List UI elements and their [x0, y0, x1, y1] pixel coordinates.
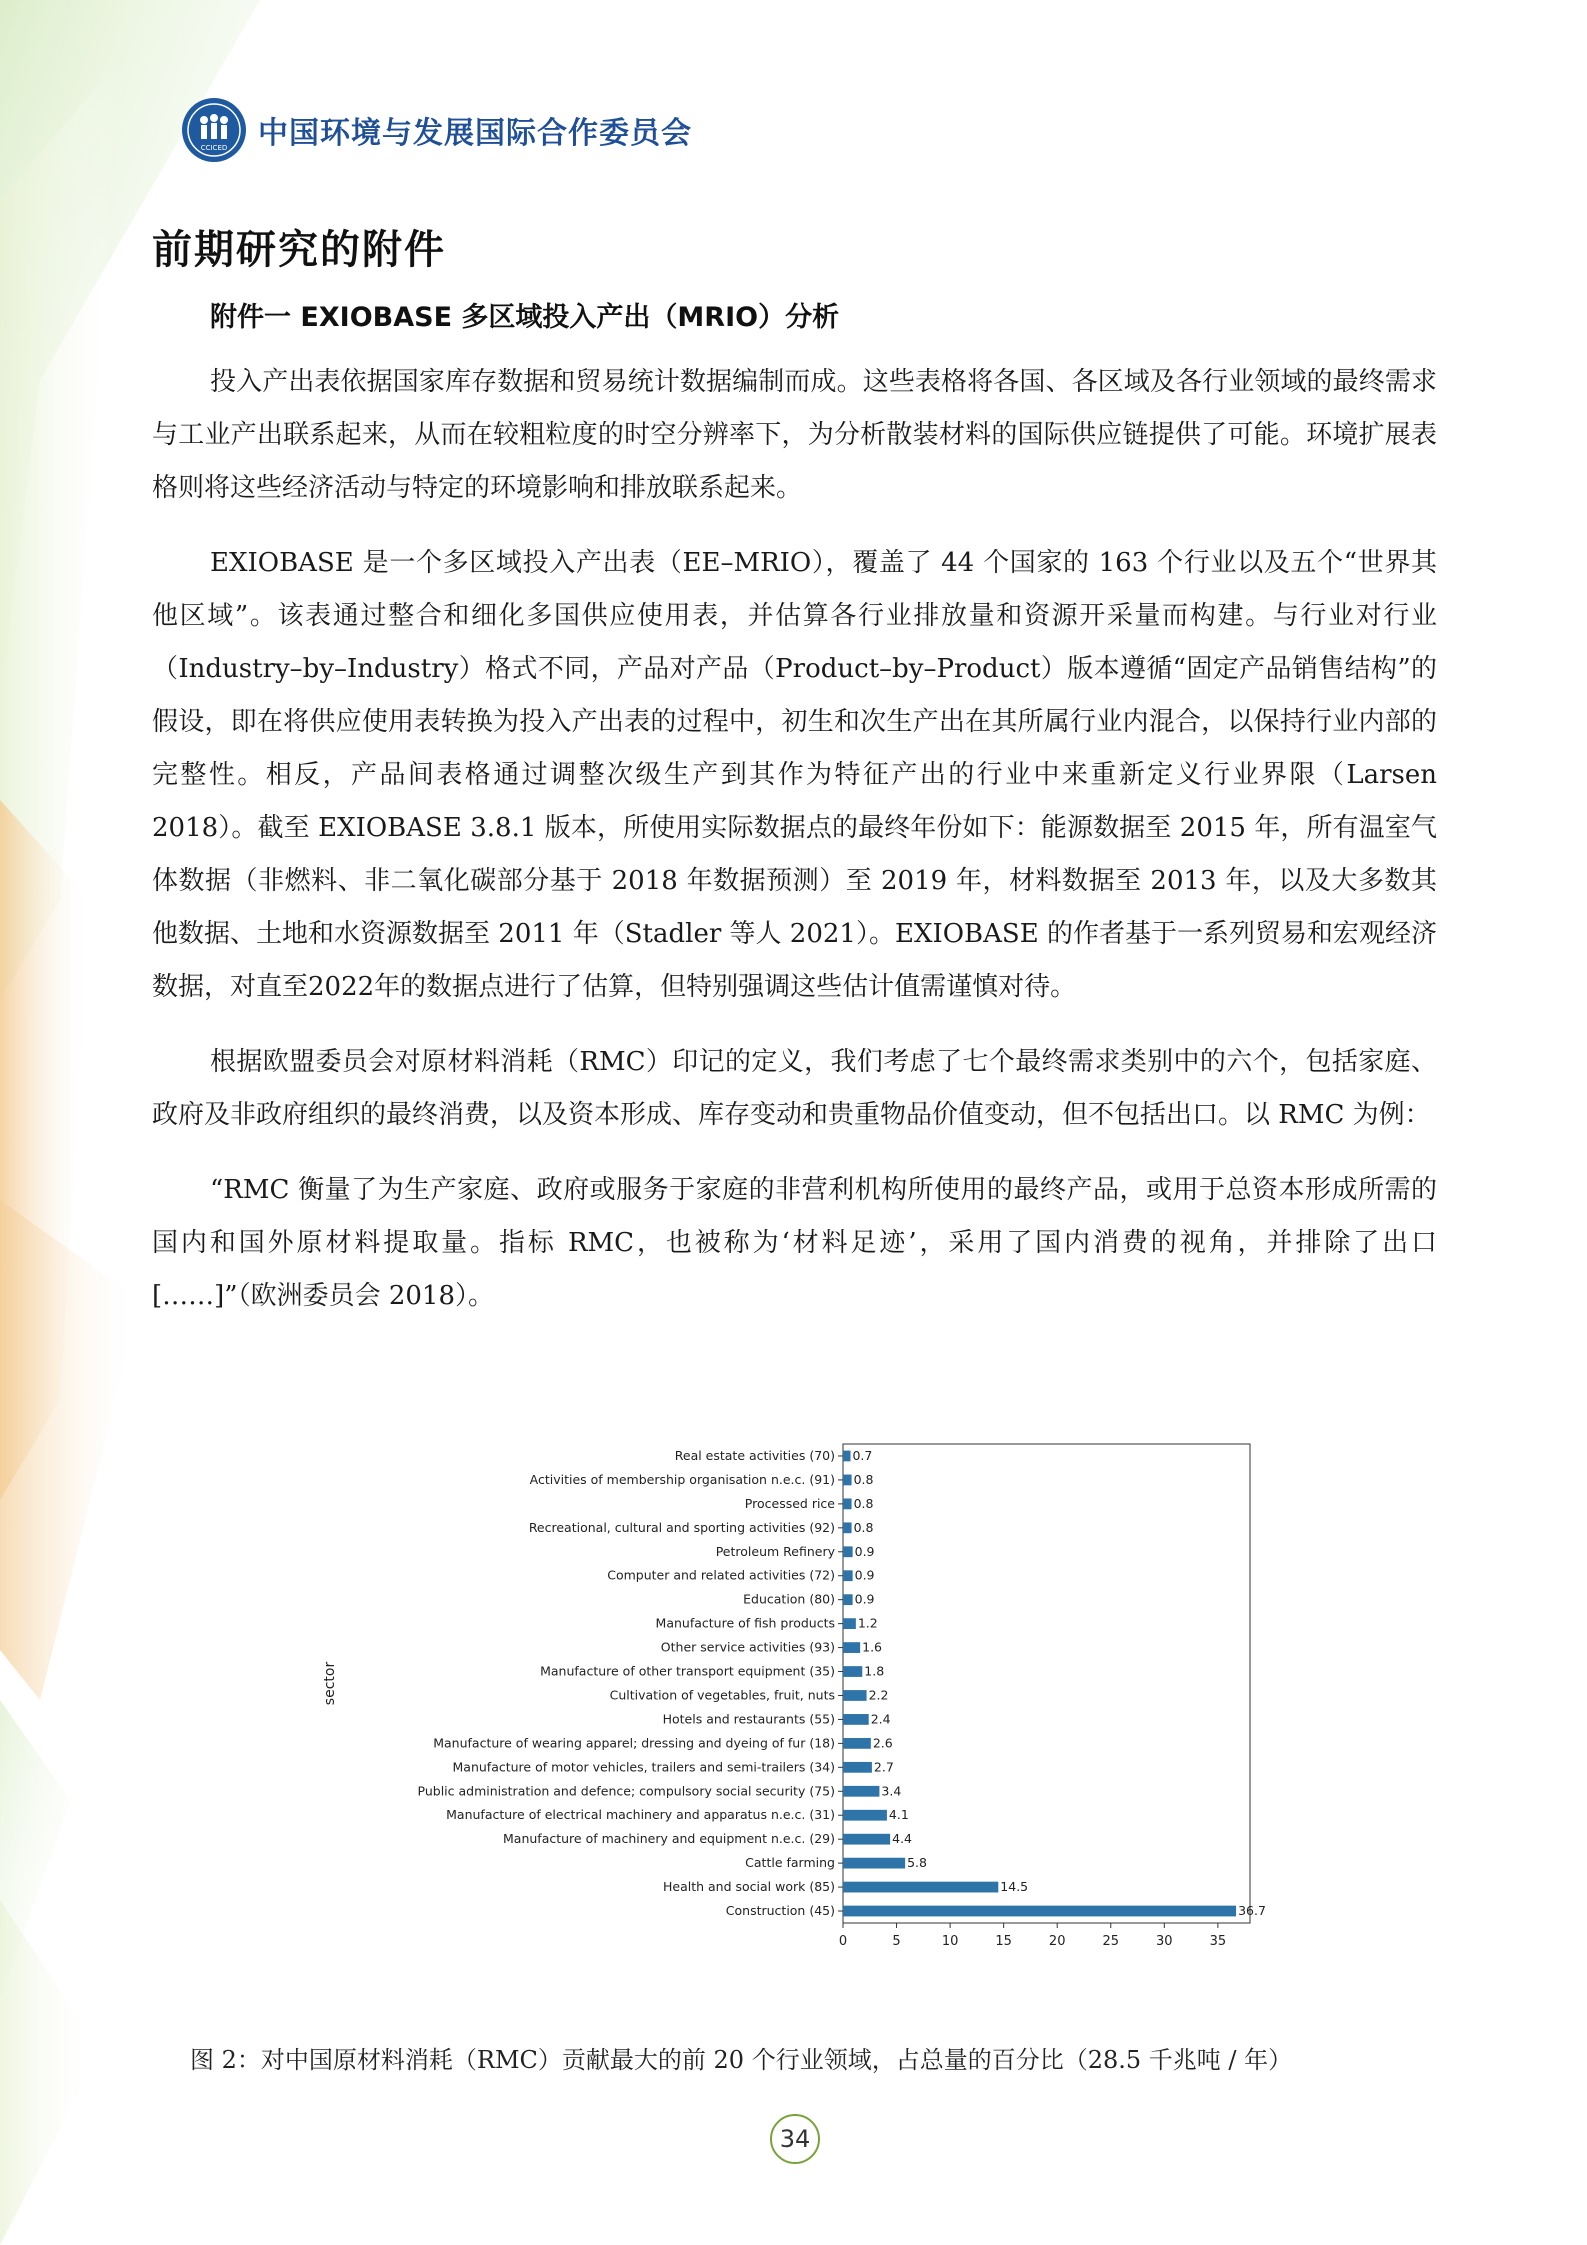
bar	[843, 1762, 872, 1773]
x-tick-label: 0	[838, 1934, 848, 1948]
data-label: 2.4	[870, 1711, 891, 1727]
organization-name: 中国环境与发展国际合作委员会	[258, 116, 692, 151]
y-tick-label: Petroleum Refinery	[715, 1543, 835, 1559]
bar	[843, 1546, 853, 1557]
paragraph-1: 投入产出表依据国家库存数据和贸易统计数据编制而成。这些表格将各国、各区域及各行业领域的最终需求与工业产出联系起来，从而在较粗粒度的时空分辨率下，为分析散装材料的国际供应链提供了可能。环境扩展表格则将这些经济活动与特定的环境影响和排放联系起来。	[152, 367, 1437, 503]
y-tick-label: Other service activities (93)	[660, 1639, 835, 1655]
bar	[843, 1834, 890, 1845]
bar	[843, 1451, 850, 1462]
bar	[843, 1882, 998, 1893]
x-tick-label: 20	[1048, 1934, 1066, 1948]
bar	[843, 1690, 867, 1701]
y-tick-label: Activities of membership organisation n.e.c. (91)	[529, 1471, 835, 1487]
y-tick-label: Processed rice	[744, 1495, 835, 1511]
data-label: 5.8	[907, 1855, 928, 1871]
main-content	[152, 218, 1437, 1323]
bar	[843, 1714, 869, 1725]
subsection-title: 附件一 EXIOBASE 多区域投入产出（MRIO）分析	[210, 302, 840, 333]
plot-frame	[843, 1444, 1250, 1923]
bar	[843, 1786, 879, 1797]
bar	[843, 1642, 860, 1653]
bar	[843, 1498, 852, 1509]
data-label: 0.7	[852, 1447, 873, 1463]
data-label: 1.8	[864, 1663, 885, 1679]
data-label: 4.1	[888, 1807, 909, 1823]
section-title: 前期研究的附件	[152, 226, 446, 273]
svg-text:CCICED: CCICED	[200, 144, 228, 152]
paragraph-3: 根据欧盟委员会对原材料消耗（RMC）印记的定义，我们考虑了七个最终需求类别中的六个，包括家庭、政府及非政府组织的最终消费，以及资本形成、库存变动和贵重物品价值变动，但不包括出口。以 RMC 为例：	[152, 1047, 1437, 1130]
data-label: 0.9	[854, 1543, 875, 1559]
data-label: 14.5	[1000, 1879, 1029, 1895]
data-label: 0.8	[853, 1471, 874, 1487]
y-tick-label: Real estate activities (70)	[674, 1447, 835, 1463]
x-tick-label: 30	[1156, 1934, 1173, 1948]
y-tick-label: Education (80)	[743, 1591, 835, 1607]
header	[182, 98, 692, 162]
data-label: 2.6	[872, 1735, 893, 1751]
data-label: 3.4	[881, 1783, 902, 1799]
x-tick-label: 25	[1102, 1934, 1120, 1948]
x-tick-label: 5	[892, 1934, 901, 1948]
y-tick-label: Recreational, cultural and sporting activities (92)	[528, 1519, 835, 1535]
paragraph-2: EXIOBASE 是一个多区域投入产出表（EE–MRIO），覆盖了 44 个国家的 163 个行业以及五个“世界其他区域”。该表通过整合和细化多国供应使用表，并估算各行业排放量和资源开采量而构建。与行业对行业（Industry–by–Industry）格式不同，产品对产品（Product–by–Product）版本遵循“固定产品销售结构”的假设，即在将供应使用表转换为投入产出表的过程中，初生和次生产出在其所属行业内混合，以保持行业内部的完整性。相反，产品间表格通过调整次级生产到其作为特征产出的行业中来重新定义行业界限（Larsen 2018）。截至 EXIOBASE 3.8.1 版本，所使用实际数据点的最终年份如下：能源数据至 2015 年，所有温室气体数据（非燃料、非二氧化碳部分基于 2018 年数据预测）至 2019 年，材料数据至 2013 年，以及大多数其他数据、土地和水资源数据至 2011 年（Stadler 等人 2021）。EXIOBASE 的作者基于一系列贸易和宏观经济数据，对直至2022年的数据点进行了估算，但特别强调这些估计值需谨慎对待。	[152, 548, 1437, 1002]
paragraph-4-quote: “RMC 衡量了为生产家庭、政府或服务于家庭的非营利机构所使用的最终产品，或用于总资本形成所需的国内和国外原材料提取量。指标 RMC，也被称为‘材料足迹’，采用了国内消费的视角，并排除了出口 [……]”（欧洲委员会 2018）。	[152, 1175, 1437, 1311]
data-label: 2.7	[873, 1759, 894, 1775]
y-tick-label: Construction (45)	[725, 1903, 835, 1919]
cciced-logo-icon	[182, 98, 246, 162]
data-label: 0.8	[853, 1519, 874, 1535]
data-label: 1.2	[857, 1615, 878, 1631]
data-label: 0.9	[854, 1567, 875, 1583]
y-tick-label: Public administration and defence; compulsory social security (75)	[417, 1783, 835, 1799]
bar	[843, 1594, 853, 1605]
x-tick-label: 35	[1209, 1934, 1227, 1948]
data-label: 4.4	[892, 1831, 913, 1847]
x-tick-label: 10	[941, 1934, 959, 1948]
data-label: 1.6	[862, 1639, 883, 1655]
data-label: 0.8	[853, 1495, 874, 1511]
bar	[843, 1522, 852, 1533]
y-tick-label: Cattle farming	[745, 1855, 835, 1871]
page-number: 34	[770, 2114, 820, 2164]
y-tick-label: Cultivation of vegetables, fruit, nuts	[609, 1687, 835, 1703]
bar	[843, 1666, 862, 1677]
y-tick-label: Manufacture of other transport equipment (35)	[540, 1663, 835, 1679]
y-tick-label: Health and social work (85)	[662, 1879, 835, 1895]
y-tick-label: Hotels and restaurants (55)	[662, 1711, 835, 1727]
figure-caption: 图 2：对中国原材料消耗（RMC）贡献最大的前 20 个行业领域，占总量的百分比（28.5 千兆吨 / 年）	[190, 2046, 1293, 2074]
bar	[843, 1618, 856, 1629]
y-tick-label: Computer and related activities (72)	[607, 1567, 835, 1583]
bar-chart	[320, 1438, 1270, 1948]
bar	[843, 1906, 1236, 1917]
y-tick-label: Manufacture of wearing apparel; dressing and dyeing of fur (18)	[433, 1735, 835, 1751]
bar	[843, 1475, 852, 1486]
y-tick-label: Manufacture of machinery and equipment n.e.c. (29)	[503, 1831, 835, 1847]
y-axis-label: sector	[322, 1661, 338, 1706]
y-tick-label: Manufacture of motor vehicles, trailers and semi-trailers (34)	[452, 1759, 835, 1775]
bar	[843, 1810, 887, 1821]
y-tick-label: Manufacture of electrical machinery and apparatus n.e.c. (31)	[446, 1807, 835, 1823]
bar	[843, 1738, 871, 1749]
bar	[843, 1858, 905, 1869]
bar	[843, 1570, 853, 1581]
x-tick-label: 15	[995, 1934, 1012, 1948]
data-label: 0.9	[854, 1591, 875, 1607]
data-label: 36.7	[1238, 1903, 1266, 1919]
figure-bar-chart	[320, 1438, 1270, 1948]
data-label: 2.2	[868, 1687, 889, 1703]
cciced-logo	[182, 98, 246, 162]
y-tick-label: Manufacture of fish products	[655, 1615, 835, 1631]
